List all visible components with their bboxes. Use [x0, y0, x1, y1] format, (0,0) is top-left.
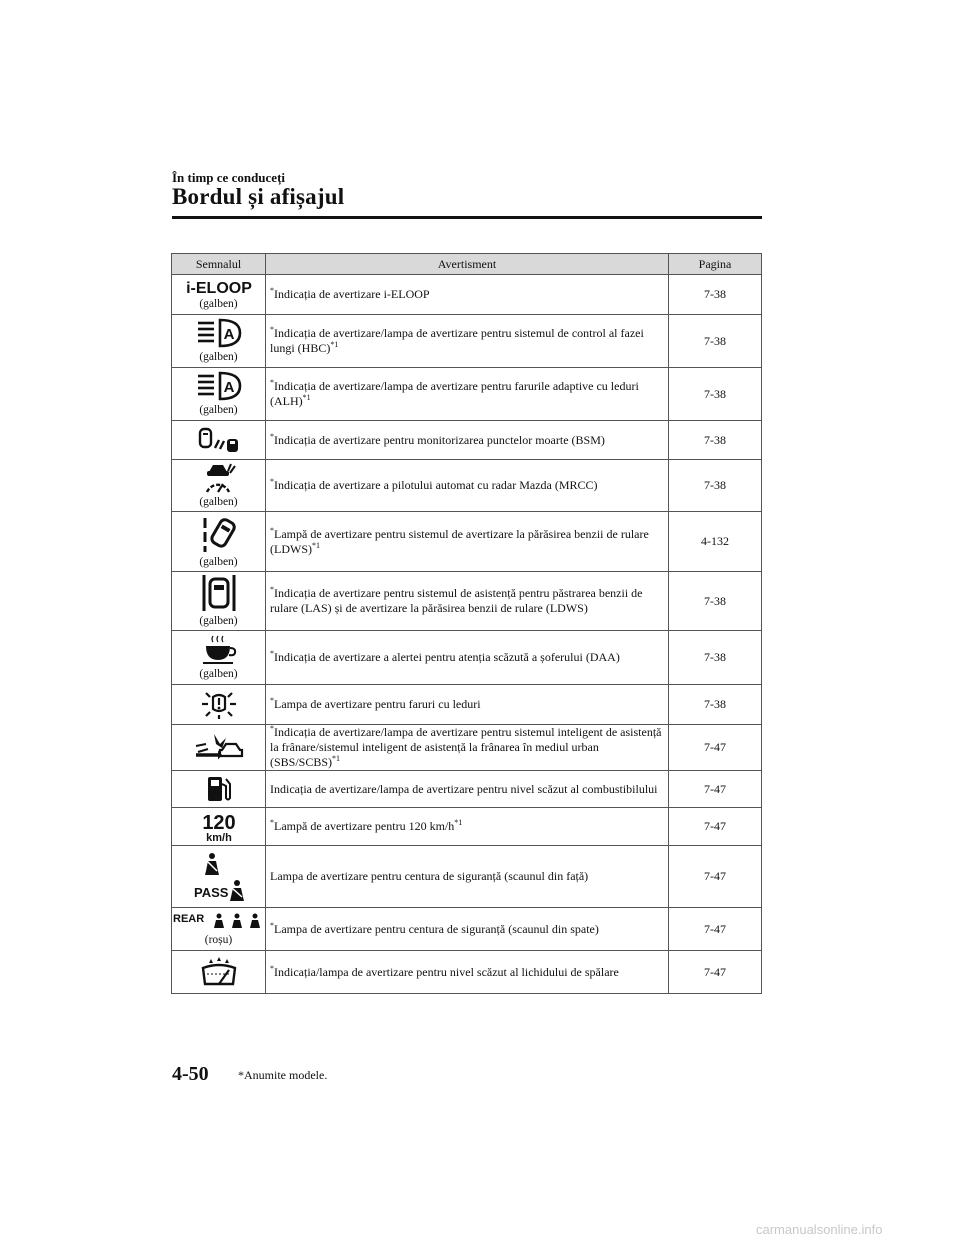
signal-color: (galben): [199, 667, 238, 680]
table-row: [172, 846, 762, 908]
lane-departure-warning-icon: [199, 514, 239, 554]
warning-cell: Indicația de avertizare/lampa de avertizare pentru nivel scăzut al combustibilului: [266, 771, 669, 808]
signal-color: (galben): [199, 615, 238, 627]
table-header-row: [172, 254, 762, 275]
signal-cell: [172, 275, 266, 315]
signal-color: (galben): [199, 404, 238, 416]
table-row: [172, 725, 762, 771]
warning-cell: *Indicația de avertizare/lampa de avertizare pentru sistemul de control al fazei lungi (HBC)$^{*1}$: [266, 315, 669, 368]
page-ref: 4-132: [669, 512, 762, 572]
signal-color: (roșu): [204, 934, 233, 946]
adaptive-led-headlights-icon: [196, 370, 242, 402]
high-beam-control-icon: [196, 317, 242, 349]
warning-cell: *Indicația de avertizare pentru monitorizarea punctelor moarte (BSM): [266, 421, 669, 460]
page-ref: 7-38: [669, 460, 762, 512]
signal-cell: [172, 572, 266, 631]
speed-120-kmh-icon: [199, 811, 239, 843]
signal-cell: [172, 808, 266, 846]
signal-color: (galben): [199, 351, 238, 363]
blind-spot-monitoring-icon: [197, 426, 241, 454]
page-ref: 7-47: [669, 908, 762, 951]
table-row: [172, 951, 762, 994]
svg-text:A: A: [223, 326, 234, 343]
svg-text:A: A: [223, 379, 234, 396]
signal-color: (galben): [199, 297, 238, 310]
signal-cell: [172, 315, 266, 368]
table-row: [172, 685, 762, 725]
page-ref: 7-38: [669, 631, 762, 685]
warning-cell: *Indicația de avertizare/lampa de avertizare pentru sistemul inteligent de asistență la frânare/sistemul inteligent de asistență la frânarea în mediul urban (SBS/SCBS)$^{*1}$: [266, 725, 669, 771]
table-row: [172, 908, 762, 951]
header-page: Pagina: [669, 254, 762, 275]
svg-text:REAR: REAR: [172, 913, 204, 925]
page-ref: 7-38: [669, 275, 762, 315]
table-row: [172, 808, 762, 846]
i-eloop-icon: [181, 278, 257, 296]
signal-cell: [172, 908, 266, 951]
page-ref: 7-47: [669, 951, 762, 994]
signal-cell: [172, 421, 266, 460]
page-ref: 7-47: [669, 725, 762, 771]
warning-cell: *Indicația de avertizare i-ELOOP: [266, 275, 669, 315]
page-ref: 7-38: [669, 368, 762, 421]
warning-cell: *Lampă de avertizare pentru sistemul de avertizare la părăsirea benzii de rulare (LDWS)$^{*1}$: [266, 512, 669, 572]
page-ref: 7-38: [669, 685, 762, 725]
signal-cell: [172, 512, 266, 572]
signal-cell: [172, 951, 266, 994]
lane-keep-assist-icon: [199, 573, 239, 613]
warning-cell: *Indicația de avertizare a alertei pentru atenția scăzută a șoferului (DAA): [266, 631, 669, 685]
warning-cell: *Indicația de avertizare/lampa de avertizare pentru farurile adaptive cu leduri (ALH)$^{*1}$: [266, 368, 669, 421]
rear-seat-belt-icon: [173, 910, 265, 932]
signal-cell: [172, 368, 266, 421]
signal-cell: [172, 685, 266, 725]
signal-cell: [172, 725, 266, 771]
warning-cell: *Lampă de avertizare pentru 120 $km/h^{*1}$: [266, 808, 669, 846]
table-row: [172, 315, 762, 368]
front-seat-belt-icon: [192, 851, 246, 903]
page-title: Bordul și afișajul: [172, 184, 345, 209]
table-row: [172, 572, 762, 631]
driver-attention-coffee-icon: [199, 634, 239, 666]
svg-text:km/h: km/h: [205, 831, 232, 843]
page-number: 4-50: [172, 1063, 209, 1085]
table-row: [172, 631, 762, 685]
signal-color: (galben): [199, 555, 238, 568]
warning-cell: *Lampa de avertizare pentru centura de siguranță (scaunul din spate): [266, 908, 669, 951]
page-ref: 7-47: [669, 771, 762, 808]
page-ref: 7-47: [669, 808, 762, 846]
watermark: carmanualsonline.info: [756, 1222, 883, 1237]
page-ref: 7-47: [669, 846, 762, 908]
section-label: În timp ce conduceți: [172, 170, 286, 185]
table-row: [172, 368, 762, 421]
table-row: [172, 460, 762, 512]
radar-cruise-control-icon: [199, 462, 239, 494]
warning-cell: *Lampa de avertizare pentru faruri cu leduri: [266, 685, 669, 725]
smart-brake-support-icon: [192, 732, 246, 764]
warning-cell: Lampa de avertizare pentru centura de siguranță (scaunul din față): [266, 846, 669, 908]
header-rule: [172, 216, 762, 219]
low-fuel-icon: [204, 774, 234, 804]
warning-lights-table: [171, 253, 762, 994]
signal-cell: [172, 460, 266, 512]
page-ref: 7-38: [669, 572, 762, 631]
svg-text:PASS: PASS: [193, 884, 228, 900]
page-ref: 7-38: [669, 421, 762, 460]
signal-cell: [172, 631, 266, 685]
signal-cell: [172, 771, 266, 808]
table-row: [172, 275, 762, 315]
table-row: [172, 512, 762, 572]
led-headlight-warning-icon: [199, 689, 239, 721]
footnote: *Anumite modele.: [238, 1068, 328, 1082]
page-ref: 7-38: [669, 315, 762, 368]
warning-cell: *Indicația/lampa de avertizare pentru nivel scăzut al lichidului de spălare: [266, 951, 669, 994]
signal-color: (galben): [199, 495, 238, 508]
table-row: [172, 421, 762, 460]
svg-text:120: 120: [201, 811, 236, 834]
table-row: [172, 771, 762, 808]
warning-cell: *Indicația de avertizare pentru sistemul de asistență pentru păstrarea benzii de rulare (LAS) și de avertizare la părăsirea benzii de rulare (LDWS): [266, 572, 669, 631]
low-washer-fluid-icon: [199, 956, 239, 988]
header-signal: Semnalul: [172, 254, 266, 275]
svg-text:i-ELOOP: i-ELOOP: [185, 279, 252, 296]
header-warning: Avertisment: [266, 254, 669, 275]
warning-cell: *Indicația de avertizare a pilotului automat cu radar Mazda (MRCC): [266, 460, 669, 512]
signal-cell: [172, 846, 266, 908]
